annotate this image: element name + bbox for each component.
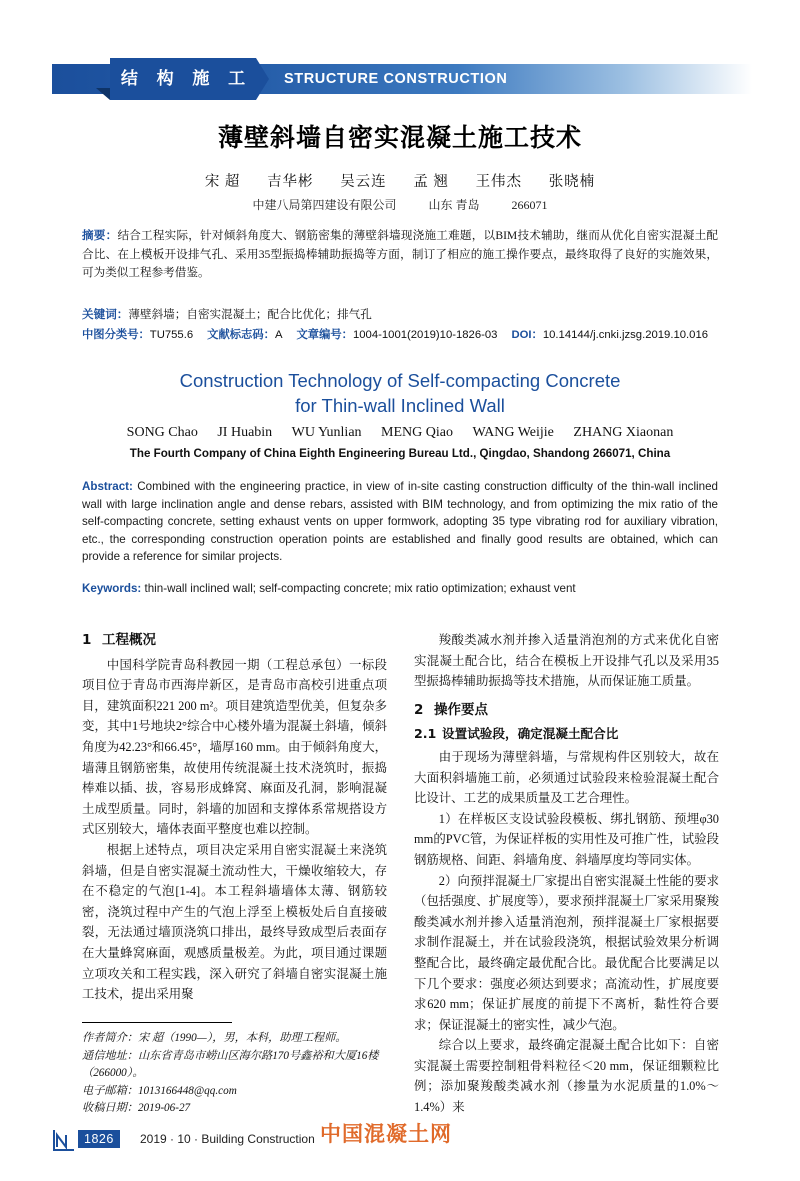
paragraph-r2: 1）在样板区支设试验段模板、绑扎钢筋、预埋φ30 mm的PVC管，为保证样板的实用性及可推广性，试验段钢筋规格、间距、斜墙角度、斜墙厚度均等同实体。: [414, 811, 719, 867]
affiliation-en: The Fourth Company of China Eighth Engineering Bureau Ltd., Qingdao, Shandong 266071, China: [129, 447, 671, 460]
banner-tab: [110, 58, 256, 100]
footnote-received: [82, 1100, 392, 1118]
affiliation-cn: [0, 196, 800, 213]
footnote-block: [82, 1030, 392, 1118]
page-number-badge: 1826: [78, 1130, 120, 1148]
paragraph-r3: 2）向预拌混凝土厂家提出自密实混凝土性能的要求（包括强度、扩展度等），要求预拌混凝土厂家采用聚羧酸类减水剂并掺入适量消泡剂，预拌混凝土厂家根据要求制作混凝土，并在试验段浇筑，根据试验效果分析调整配合比，最终确定最优配合比。最优配合比要满足以下几个要求：强度必须达到要求；高流动性，扩展度要求620 mm；保证扩展度的前提下不离析，黏性符合要求；保证混凝土的密实性，减少气泡。: [414, 873, 719, 1032]
section-2-1-number: 2.1: [414, 726, 437, 742]
abstract-en: [82, 478, 718, 566]
doi-value: 10.14144/j.cnki.jzsg.2019.10.016: [542, 329, 709, 341]
abstract-en-label: Abstract:: [82, 480, 133, 493]
author-en-6: ZHANG Xiaonan: [573, 425, 674, 440]
keywords-en-label: Keywords:: [82, 582, 142, 595]
article-number-value: 1004-1001(2019)10-1826-03: [352, 329, 498, 341]
paragraph-l1: 中国科学院青岛科教园一期（工程总承包）一标段项目位于青岛市西海岸新区，是青岛市高校引进重点项目，建筑面积221 200 m²。项目建筑造型优美，但复杂多变，其中1号地块2°综合中心楼外墙为混凝土斜墙，倾斜角度为42.23°和66.45°，墙厚160 mm。由于倾斜角度大，墙薄且钢筋密集，故使用传统混凝土技术浇筑时，振捣棒难以插、拔，容易形成蜂窝、麻面及孔洞，影响混凝土成型质量。同时，斜墙的加固和支撑体系常规搭设方式区别较大，墙体表面平整度也难以控制。: [82, 657, 387, 837]
keywords-cn: [82, 305, 718, 324]
author-en-1: SONG Chao: [126, 425, 198, 440]
page-title-en: [82, 368, 718, 418]
banner-cn-label: 结 构 施 工: [120, 69, 253, 88]
section-heading-2-1: [414, 724, 719, 745]
author-cn-4: 孟 翘: [413, 174, 449, 190]
section-heading-2: [414, 700, 719, 721]
footnote-author-bio-label: 作者简介：: [82, 1032, 138, 1044]
page-title-en-line2: for Thin-wall Inclined Wall: [295, 395, 505, 416]
paragraph-r0: 羧酸类减水剂并掺入适量消泡剂的方式来优化自密实混凝土配合比，结合在模板上开设排气孔以及采用35型振捣棒辅助振捣等技术措施，从而保证施工质量。: [414, 633, 719, 689]
keywords-cn-label: 关键词：: [82, 307, 129, 321]
author-en-3: WU Yunlian: [291, 425, 362, 440]
doc-code-label: 文献标志码：: [207, 329, 275, 341]
affiliation-zip-cn: 266071: [511, 198, 548, 212]
keywords-en-text: thin-wall inclined wall; self-compacting concrete; mix ratio optimization; exhaust vent: [144, 582, 576, 595]
author-cn-1: 宋 超: [204, 174, 241, 190]
footnote-address: [82, 1048, 392, 1083]
keywords-en: [82, 580, 718, 598]
footnote-received-text: 2019-06-27: [137, 1102, 191, 1114]
footnote-divider: [82, 1022, 232, 1023]
banner-en-label: STRUCTURE CONSTRUCTION: [284, 71, 508, 87]
journal-logo-icon: [52, 1128, 76, 1152]
footnote-email: [82, 1083, 392, 1101]
authors-cn: [0, 170, 800, 191]
footnote-email-text: 1013166448@qq.com: [137, 1084, 237, 1097]
article-number-label: 文章编号：: [296, 329, 353, 341]
paragraph-r4: 综合以上要求，最终确定混凝土配合比如下：自密实混凝土需要控制粗骨料粒径＜20 mm，保证细颗粒比例；添加聚羧酸类减水剂（掺量为水泥质量的1.0%～1.4%）来: [414, 1038, 719, 1115]
footer-issue-text: 2019 · 10 · Building Construction: [140, 1132, 315, 1146]
watermark: 中国混凝土网: [320, 1122, 452, 1146]
affiliation-org-cn: 中建八局第四建设有限公司: [252, 198, 397, 212]
section-1-number: 1: [82, 632, 92, 648]
classification-line: [82, 326, 732, 344]
author-cn-5: 王伟杰: [475, 174, 523, 190]
page-title-en-line1: Construction Technology of Self-compacting Concrete: [179, 370, 621, 391]
section-2-title: 操作要点: [434, 701, 488, 718]
author-cn-2: 吉华彬: [267, 174, 314, 190]
abstract-cn-label: 摘要：: [82, 228, 118, 242]
abstract-en-text: Combined with the engineering practice, in view of in-site casting construction difficulty of the thin-wall inclined wall with large inclination angle and dense rebars, assisted with BIM technology, and from optimizing the mix ratio of the self-compacting concrete, setting exhaust vents on upper formwork, adopting 35 type vibrating rod for auxiliary vibration, etc., the corresponding construction operation points are established and finally good results are obtained, which can provide a reference for similar projects.: [82, 480, 718, 564]
section-2-number: 2: [414, 701, 424, 718]
page-title-cn: 薄壁斜墙自密实混凝土施工技术: [217, 123, 582, 152]
keywords-cn-text: 薄壁斜墙；自密实混凝土；配合比优化；排气孔: [128, 308, 372, 321]
author-cn-6: 张晓楠: [548, 174, 596, 190]
paragraph-r1: 由于现场为薄壁斜墙，与常规构件区别较大，故在大面积斜墙施工前，必须通过试验段来检验混凝土配合比设计、工艺的成果质量及工艺合理性。: [414, 749, 719, 806]
section-1-title: 工程概况: [102, 632, 156, 648]
abstract-cn: [82, 226, 718, 283]
body-column-left: [82, 630, 387, 1005]
affiliation-city-cn: 山东 青岛: [428, 198, 480, 212]
footnote-address-label: 通信地址：: [82, 1049, 138, 1062]
footnote-author-bio: [82, 1030, 392, 1048]
author-en-2: JI Huabin: [217, 425, 273, 440]
clc-label: 中图分类号：: [82, 329, 150, 341]
author-en-4: MENG Qiao: [381, 425, 453, 440]
footnote-author-bio-text: 宋 超（1990—），男，本科，助理工程师。: [137, 1032, 347, 1044]
doi-label: DOI：: [511, 329, 543, 341]
footnote-address-text: 山东省青岛市崂山区海尔路170号鑫裕和大厦16楼（266000）。: [82, 1049, 379, 1079]
section-2-1-title: 设置试验段，确定混凝土配合比: [442, 726, 619, 742]
author-cn-3: 吴云连: [340, 174, 387, 190]
section-heading-1: [82, 630, 387, 651]
author-en-5: WANG Weijie: [472, 425, 554, 440]
section-banner: [52, 58, 752, 100]
doc-code-value: A: [274, 329, 283, 341]
clc-value: TU755.6: [149, 329, 194, 341]
footnote-received-label: 收稿日期：: [82, 1102, 138, 1114]
abstract-cn-text: 结合工程实际，针对倾斜角度大、钢筋密集的薄壁斜墙现浇施工难题，以BIM技术辅助，继而从优化自密实混凝土配合比、在上模板开设排气孔、采用35型振捣棒辅助振捣等方面，制订了相应的施工操作要点，最终取得了良好的实施效果，可为类似工程参考借鉴。: [82, 229, 718, 279]
authors-en: [82, 425, 718, 441]
paragraph-l2: 根据上述特点，项目决定采用自密实混凝土来浇筑斜墙，但是自密实混凝土流动性大，干燥收缩较大，存在不稳定的气泡[1-4]。本工程斜墙墙体太薄、钢筋较密，浇筑过程中产生的气泡上浮至上模板处后自直接破裂，无法通过墙顶浇筑口排出，最终导致成型后表面存在大量蜂窝麻面，观感质量极差。为此，项目通过课题立项攻关和工程实践，深入研究了斜墙自密实混凝土施工技术，提出采用聚: [82, 842, 387, 1002]
footnote-email-label: 电子邮箱：: [82, 1084, 138, 1097]
body-column-right: [414, 630, 719, 1118]
